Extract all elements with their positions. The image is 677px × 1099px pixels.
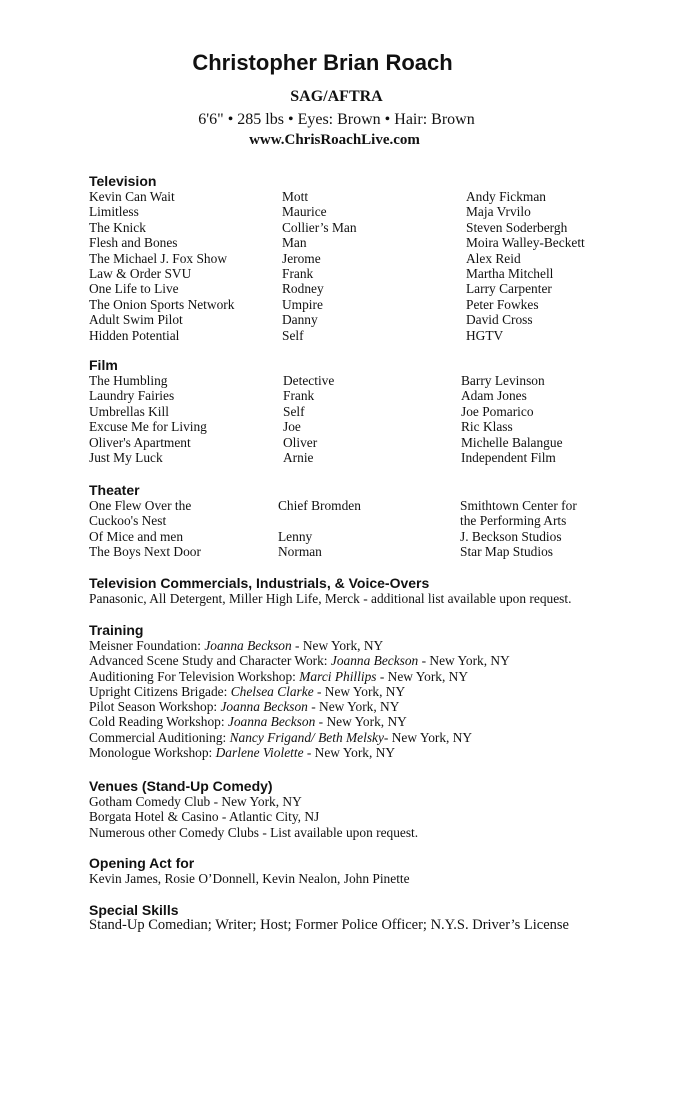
- credit-role: Man: [282, 235, 307, 251]
- credit-title: Hidden Potential: [89, 327, 180, 343]
- credit-role: Mott: [282, 189, 309, 204]
- credit-title: Umbrellas Kill: [89, 403, 169, 419]
- training-course: Upright Citizens Brigade:: [89, 683, 231, 699]
- credit-director: Adam Jones: [461, 388, 527, 404]
- credit-row: [89, 528, 562, 544]
- training-course: Pilot Season Workshop:: [89, 699, 221, 715]
- credit-role: Jerome: [282, 250, 321, 266]
- training-section: [89, 622, 510, 760]
- training-course: Cold Reading Workshop:: [89, 714, 228, 730]
- theater-section: [89, 482, 577, 560]
- credit-row: [89, 219, 568, 235]
- section-heading: Theater: [89, 482, 140, 498]
- opening-act-section: [89, 855, 410, 886]
- training-item: [89, 730, 510, 745]
- special-skills-text: Stand-Up Comedian; Writer; Host; Former Police Officer; N.Y.S. Driver’s License: [89, 917, 569, 933]
- physical-stats: 6'6" • 285 lbs • Eyes: Brown • Hair: Brown: [198, 111, 475, 128]
- credit-director: Moira Walley-Beckett: [466, 235, 585, 251]
- credit-role: Joe: [283, 419, 301, 435]
- credit-role: Lenny: [278, 528, 313, 544]
- credit-role: Frank: [282, 265, 314, 281]
- credit-director: Maja Vrvilo: [466, 204, 531, 220]
- credit-title: Limitless: [89, 204, 139, 220]
- credit-title: The Michael J. Fox Show: [89, 250, 227, 266]
- training-item: [89, 653, 510, 668]
- credit-director: Peter Fowkes: [466, 296, 539, 312]
- credit-role: Umpire: [282, 296, 323, 312]
- training-location: - New York, NY: [307, 699, 400, 715]
- website-link[interactable]: www.ChrisRoachLive.com: [249, 132, 420, 148]
- credit-row: [89, 327, 504, 343]
- training-location: - New York, NY: [313, 683, 406, 699]
- training-item: [89, 669, 510, 684]
- training-course: Monologue Workshop:: [89, 745, 216, 761]
- credit-row: [89, 388, 527, 404]
- training-teacher: Joanna Beckson: [204, 638, 292, 653]
- section-heading: Opening Act for: [89, 855, 195, 871]
- credit-row: [89, 434, 563, 450]
- training-item: [89, 745, 510, 760]
- training-location: - New York, NY: [376, 668, 469, 684]
- film-section: [89, 357, 563, 465]
- credits-table: [89, 498, 577, 560]
- credit-role: Frank: [283, 388, 315, 404]
- credit-row: [89, 204, 531, 220]
- venue-item: Numerous other Comedy Clubs - List available upon request.: [89, 824, 419, 840]
- credit-role: Collier’s Man: [282, 219, 357, 235]
- section-heading: Training: [89, 622, 144, 638]
- credit-row: [89, 403, 534, 419]
- training-item: [89, 714, 510, 729]
- credit-director: Alex Reid: [466, 250, 521, 266]
- training-course: Auditioning For Television Workshop:: [89, 668, 300, 684]
- credit-director: Star Map Studios: [460, 544, 553, 560]
- credit-director: Andy Fickman: [466, 189, 546, 204]
- venue-item: Borgata Hotel & Casino - Atlantic City, NJ: [89, 809, 320, 825]
- training-teacher: Joanna Beckson: [227, 714, 316, 730]
- credit-title: Oliver's Apartment: [89, 434, 191, 450]
- credit-row: [89, 498, 577, 513]
- section-heading: Venues (Stand-Up Comedy): [89, 778, 273, 794]
- credit-director: Joe Pomarico: [461, 403, 534, 419]
- credit-title: The Boys Next Door: [89, 544, 201, 560]
- credit-role: Danny: [282, 312, 318, 328]
- credit-director: Michelle Balangue: [461, 434, 563, 450]
- credit-role: Norman: [278, 544, 322, 560]
- credit-director: David Cross: [466, 312, 533, 328]
- training-location: - New York, NY: [303, 745, 396, 761]
- credit-title: Kevin Can Wait: [89, 189, 175, 204]
- credit-title: Laundry Fairies: [89, 388, 175, 404]
- credit-row: [89, 373, 545, 388]
- special-skills-section: [89, 902, 569, 933]
- credit-title: One Flew Over the: [89, 498, 192, 513]
- training-teacher: Joanna Beckson: [330, 653, 419, 669]
- credit-row: [89, 281, 552, 297]
- credit-row: [89, 449, 556, 465]
- credit-row: [89, 296, 539, 312]
- credit-role: Detective: [283, 373, 335, 388]
- commercials-section: [89, 575, 571, 606]
- section-heading: Special Skills: [89, 902, 179, 918]
- actor-name: Christopher Brian Roach: [192, 50, 453, 75]
- training-item: [89, 684, 510, 699]
- credit-role: Arnie: [283, 449, 314, 465]
- training-location: - New York, NY: [315, 714, 407, 730]
- training-location: - New York, NY: [291, 638, 384, 653]
- credit-director: HGTV: [466, 327, 504, 343]
- credit-director: Barry Levinson: [461, 373, 545, 388]
- credit-director: Ric Klass: [461, 419, 513, 435]
- training-course: Commercial Auditioning:: [89, 729, 230, 745]
- section-heading: Television: [89, 173, 157, 189]
- credit-title: Just My Luck: [89, 449, 163, 465]
- training-teacher: Nancy Frigand/ Beth Melsky: [229, 729, 384, 745]
- training-item: [89, 638, 510, 653]
- credit-role: Oliver: [283, 434, 318, 450]
- venues-section: [89, 778, 418, 840]
- credit-title: Of Mice and men: [89, 528, 184, 544]
- credit-row: [89, 235, 585, 251]
- credit-title: The Onion Sports Network: [89, 296, 235, 312]
- credit-role: Self: [283, 403, 305, 419]
- credit-director: J. Beckson Studios: [460, 528, 562, 544]
- credit-director: Smithtown Center for: [460, 498, 577, 513]
- union-affiliation: SAG/AFTRA: [290, 88, 383, 105]
- credit-director: the Performing Arts: [460, 513, 567, 529]
- television-section: [89, 173, 585, 343]
- credit-director: Larry Carpenter: [466, 281, 552, 297]
- venue-item: Gotham Comedy Club - New York, NY: [89, 794, 302, 809]
- training-list: [89, 638, 510, 760]
- opening-act-text: Kevin James, Rosie O’Donnell, Kevin Nealon, John Pinette: [89, 871, 410, 886]
- credit-director: Martha Mitchell: [466, 265, 554, 281]
- credit-row: [89, 544, 553, 560]
- credit-role: Maurice: [282, 204, 327, 220]
- training-teacher: Marci Phillips: [299, 668, 377, 684]
- credit-title: Adult Swim Pilot: [89, 312, 183, 328]
- training-course: Advanced Scene Study and Character Work:: [89, 653, 331, 669]
- section-heading: Film: [89, 357, 118, 373]
- section-heading: Television Commercials, Industrials, & Voice-Overs: [89, 575, 430, 591]
- credit-row: [89, 513, 567, 529]
- credits-table: [89, 373, 563, 465]
- training-teacher: Chelsea Clarke: [230, 683, 314, 699]
- credit-role: Rodney: [282, 281, 324, 297]
- credit-row: [89, 265, 554, 281]
- training-location: - New York, NY: [418, 653, 510, 669]
- credit-title: The Humbling: [89, 373, 168, 388]
- credit-role: Self: [282, 327, 304, 343]
- commercials-text: Panasonic, All Detergent, Miller High Life, Merck - additional list available upon request.: [89, 591, 572, 606]
- credit-role: Chief Bromden: [278, 498, 361, 513]
- credit-title: Cuckoo's Nest: [89, 513, 167, 529]
- credit-title: Excuse Me for Living: [89, 419, 207, 435]
- credit-row: [89, 250, 521, 266]
- credit-row: [89, 312, 533, 328]
- credit-row: [89, 189, 546, 204]
- training-course: Meisner Foundation:: [89, 638, 205, 653]
- credit-title: One Life to Live: [89, 281, 179, 297]
- training-item: [89, 699, 510, 714]
- training-teacher: Joanna Beckson: [220, 699, 308, 715]
- credit-director: Steven Soderbergh: [466, 219, 568, 235]
- training-teacher: Darlene Violette: [215, 745, 304, 761]
- credit-title: Law & Order SVU: [89, 265, 192, 281]
- credit-title: The Knick: [89, 219, 146, 235]
- credit-director: Independent Film: [461, 449, 556, 465]
- training-location: - New York, NY: [383, 729, 473, 745]
- credits-table: [89, 189, 585, 343]
- credit-title: Flesh and Bones: [89, 235, 178, 251]
- credit-row: [89, 419, 513, 435]
